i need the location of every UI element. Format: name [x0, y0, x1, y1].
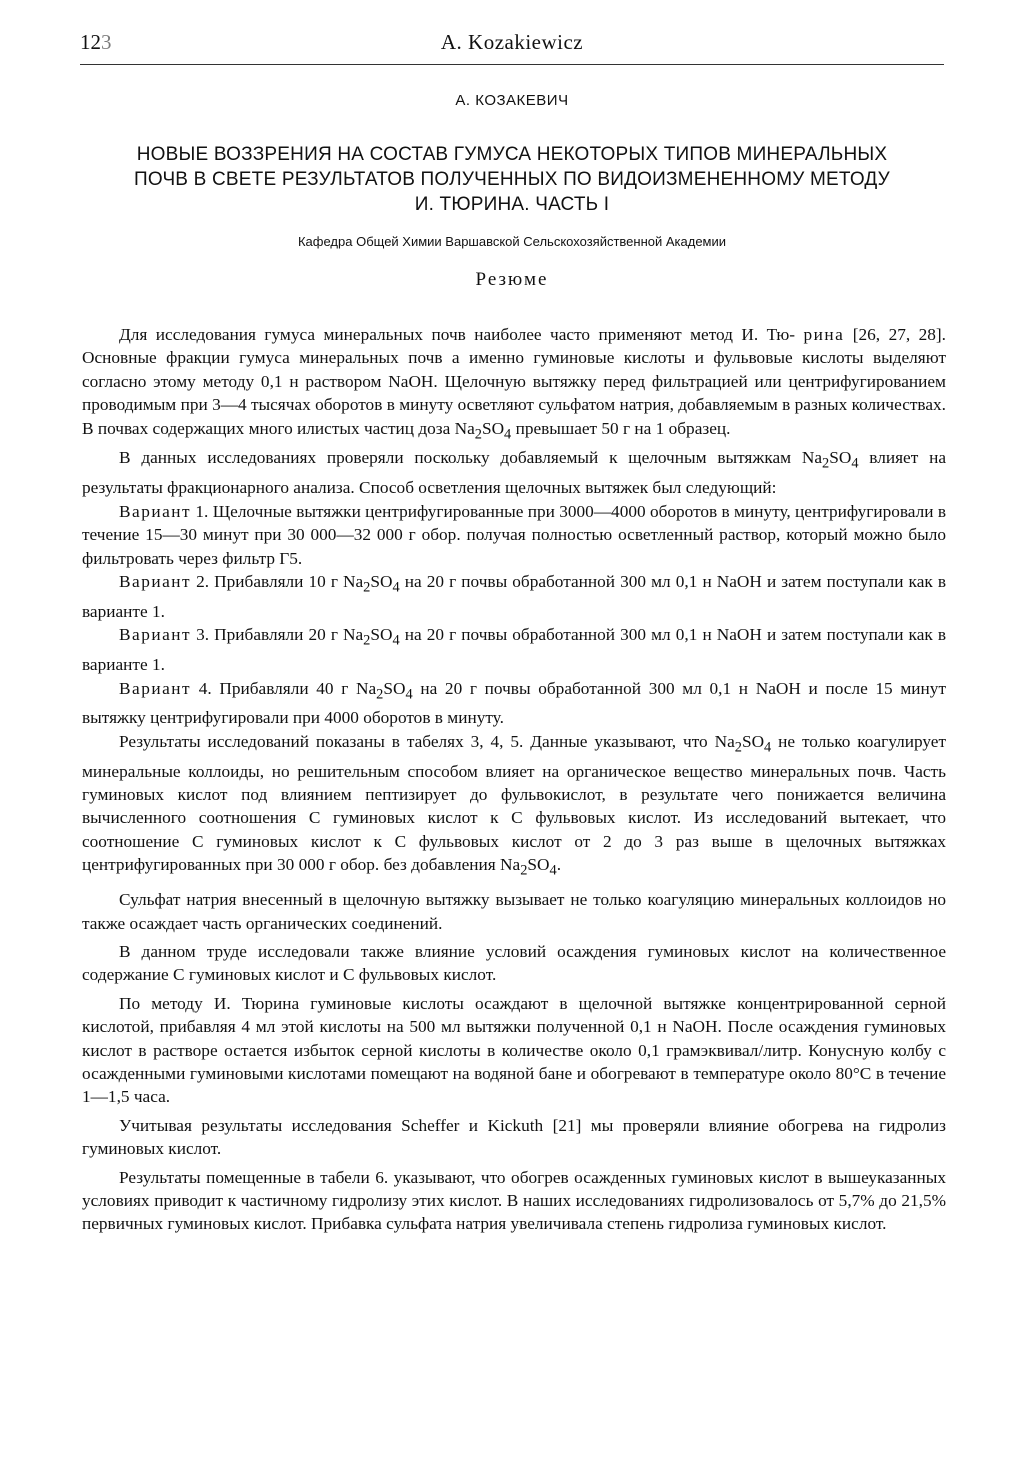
paragraph: Для исследования гумуса минеральных почв наиболее часто применяют метод И. Тю- рина [26, 27, 28]. Основные фракции гумуса минеральных почв а именно гуминовые кислоты и фульвовые кислоты выделяют согласно этому методу 0,1 н раствором NaOH. Щелочную вытяжку перед фильтрацией или центрифугированием проводимым при 3—4 тысячах оборотов в минуту осветляют сульфатом натрия, добавляемым в разных количествах. В почвах содержащих много илистых частиц доза $Na_2SO_4$ превышает 50 г на 1 образец. [82, 325, 946, 443]
paragraph-variant-4: Вариант 4. Прибавляли 40 г $Na_2SO_4$ на 20 г почвы обработанной 300 мл 0,1 н NaOH и после 15 минут вытяжку центрифугировали при 4000 оборотов в минуту. [82, 678, 946, 728]
paragraph-variant-3: Вариант 3. Прибавляли 20 г $Na_2SO_4$ на 20 г почвы обработанной 300 мл 0,1 н NaOH и затем поступали как в варианте 1. [82, 625, 947, 675]
title-line: НОВЫЕ ВОЗЗРЕНИЯ НА СОСТАВ ГУМУСА НЕКОТОРЫХ ТИПОВ МИНЕРАЛЬНЫХ [136, 144, 888, 165]
affiliation: Кафедра Общей Химии Варшавской Сельскохозяйственной Академии [297, 234, 727, 249]
title-line: ПОЧВ В СВЕТЕ РЕЗУЛЬТАТОВ ПОЛУЧЕННЫХ ПО ВИДОИЗМЕНЕННОМУ МЕТОДУ [134, 169, 890, 190]
paragraph: В данных исследованиях проверяли поскольку добавляемый к щелочным вытяжкам $Na_2SO_4$ влияет на результаты фракционарного анализа. Способ осветления щелочных вытяжек был следующий: [82, 448, 946, 498]
running-author: A. Kozakiewicz [440, 30, 584, 54]
article-title [100, 142, 924, 217]
paragraph: Сульфат натрия внесенный в щелочную вытяжку вызывает не только коагуляцию минеральных коллоидов но также осаждает часть органических соединений. [82, 890, 946, 933]
paragraph-variant-1: Вариант 1. Щелочные вытяжки центрифугированные при 3000—4000 оборотов в минуту, центрифугировали в течение 15—30 минут при 30 000—32 000 г обор. получая полностью осветленный раствор, который можно было фильтровать через фильтр Г5. [82, 501, 946, 568]
paragraph: Результаты помещенные в табели 6. указывают, что обогрев осажденных гуминовых кислот в вышеуказанных условиях приводит к частичному гидролизу этих кислот. В наших исследованиях гидролизовалось от 5,7% до 21,5% первичных гуминовых кислот. Прибавка сульфата натрия увеличивала степень гидролиза гуминовых кислот. [82, 1167, 946, 1234]
paragraph: По методу И. Тюрина гуминовые кислоты осаждают в щелочной вытяжке концентрированной серной кислотой, прибавляя 4 мл этой кислоты на 500 мл вытяжки полученной 0,1 н NaOH. После осаждения гуминовых кислот в растворе остается избыток серной кислоты в количестве около 0,1 грамэквивал/литр. Конусную колбу с осажденными гуминовыми кислотами помещают на водяной бане и обогревают в температуре около 80°С в течение 1—1,5 часа. [82, 993, 946, 1107]
paragraph: Учитывая результаты исследования Scheffer и Kickuth [21] мы проверяли влияние обогрева на гидролиз гуминовых кислот. [82, 1115, 946, 1159]
paragraph: Результаты исследований показаны в табелях 3, 4, 5. Данные указывают, что $Na_2SO_4$ не только коагулирует минеральные коллоиды, но решительным способом влияет на органическое вещество минеральных почв. Часть гуминовых кислот под влиянием пептизирует до фульвокислот, в результате чего понижается величина вычисленного соотношения С гуминовых кислот к С фульвовых кислот. Из исследований вытекает, что соотношение С гуминовых кислот к С фульвовых кислот от 2 до 3 раз выше в щелочных вытяжках центрифугированных при 30 000 г обор. без добавления $Na_2SO_4$. [82, 731, 946, 879]
article-author: А. КОЗАКЕВИЧ [455, 92, 569, 109]
paragraph-variant-2: Вариант 2. Прибавляли 10 г $Na_2SO_4$ на 20 г почвы обработанной 300 мл 0,1 н NaOH и затем поступали как в варианте 1. [82, 571, 947, 621]
paragraph: В данном труде исследовали также влияние условий осаждения гуминовых кислот на количественное содержание С гуминовых кислот и С фульвовых кислот. [82, 941, 946, 985]
section-heading: Резюме [475, 269, 549, 290]
page-number: 123 [80, 30, 112, 54]
article-body [82, 323, 946, 1236]
running-head [80, 28, 944, 62]
header-rule [80, 64, 944, 65]
title-line: И. ТЮРИНА. ЧАСТЬ I [414, 194, 610, 215]
